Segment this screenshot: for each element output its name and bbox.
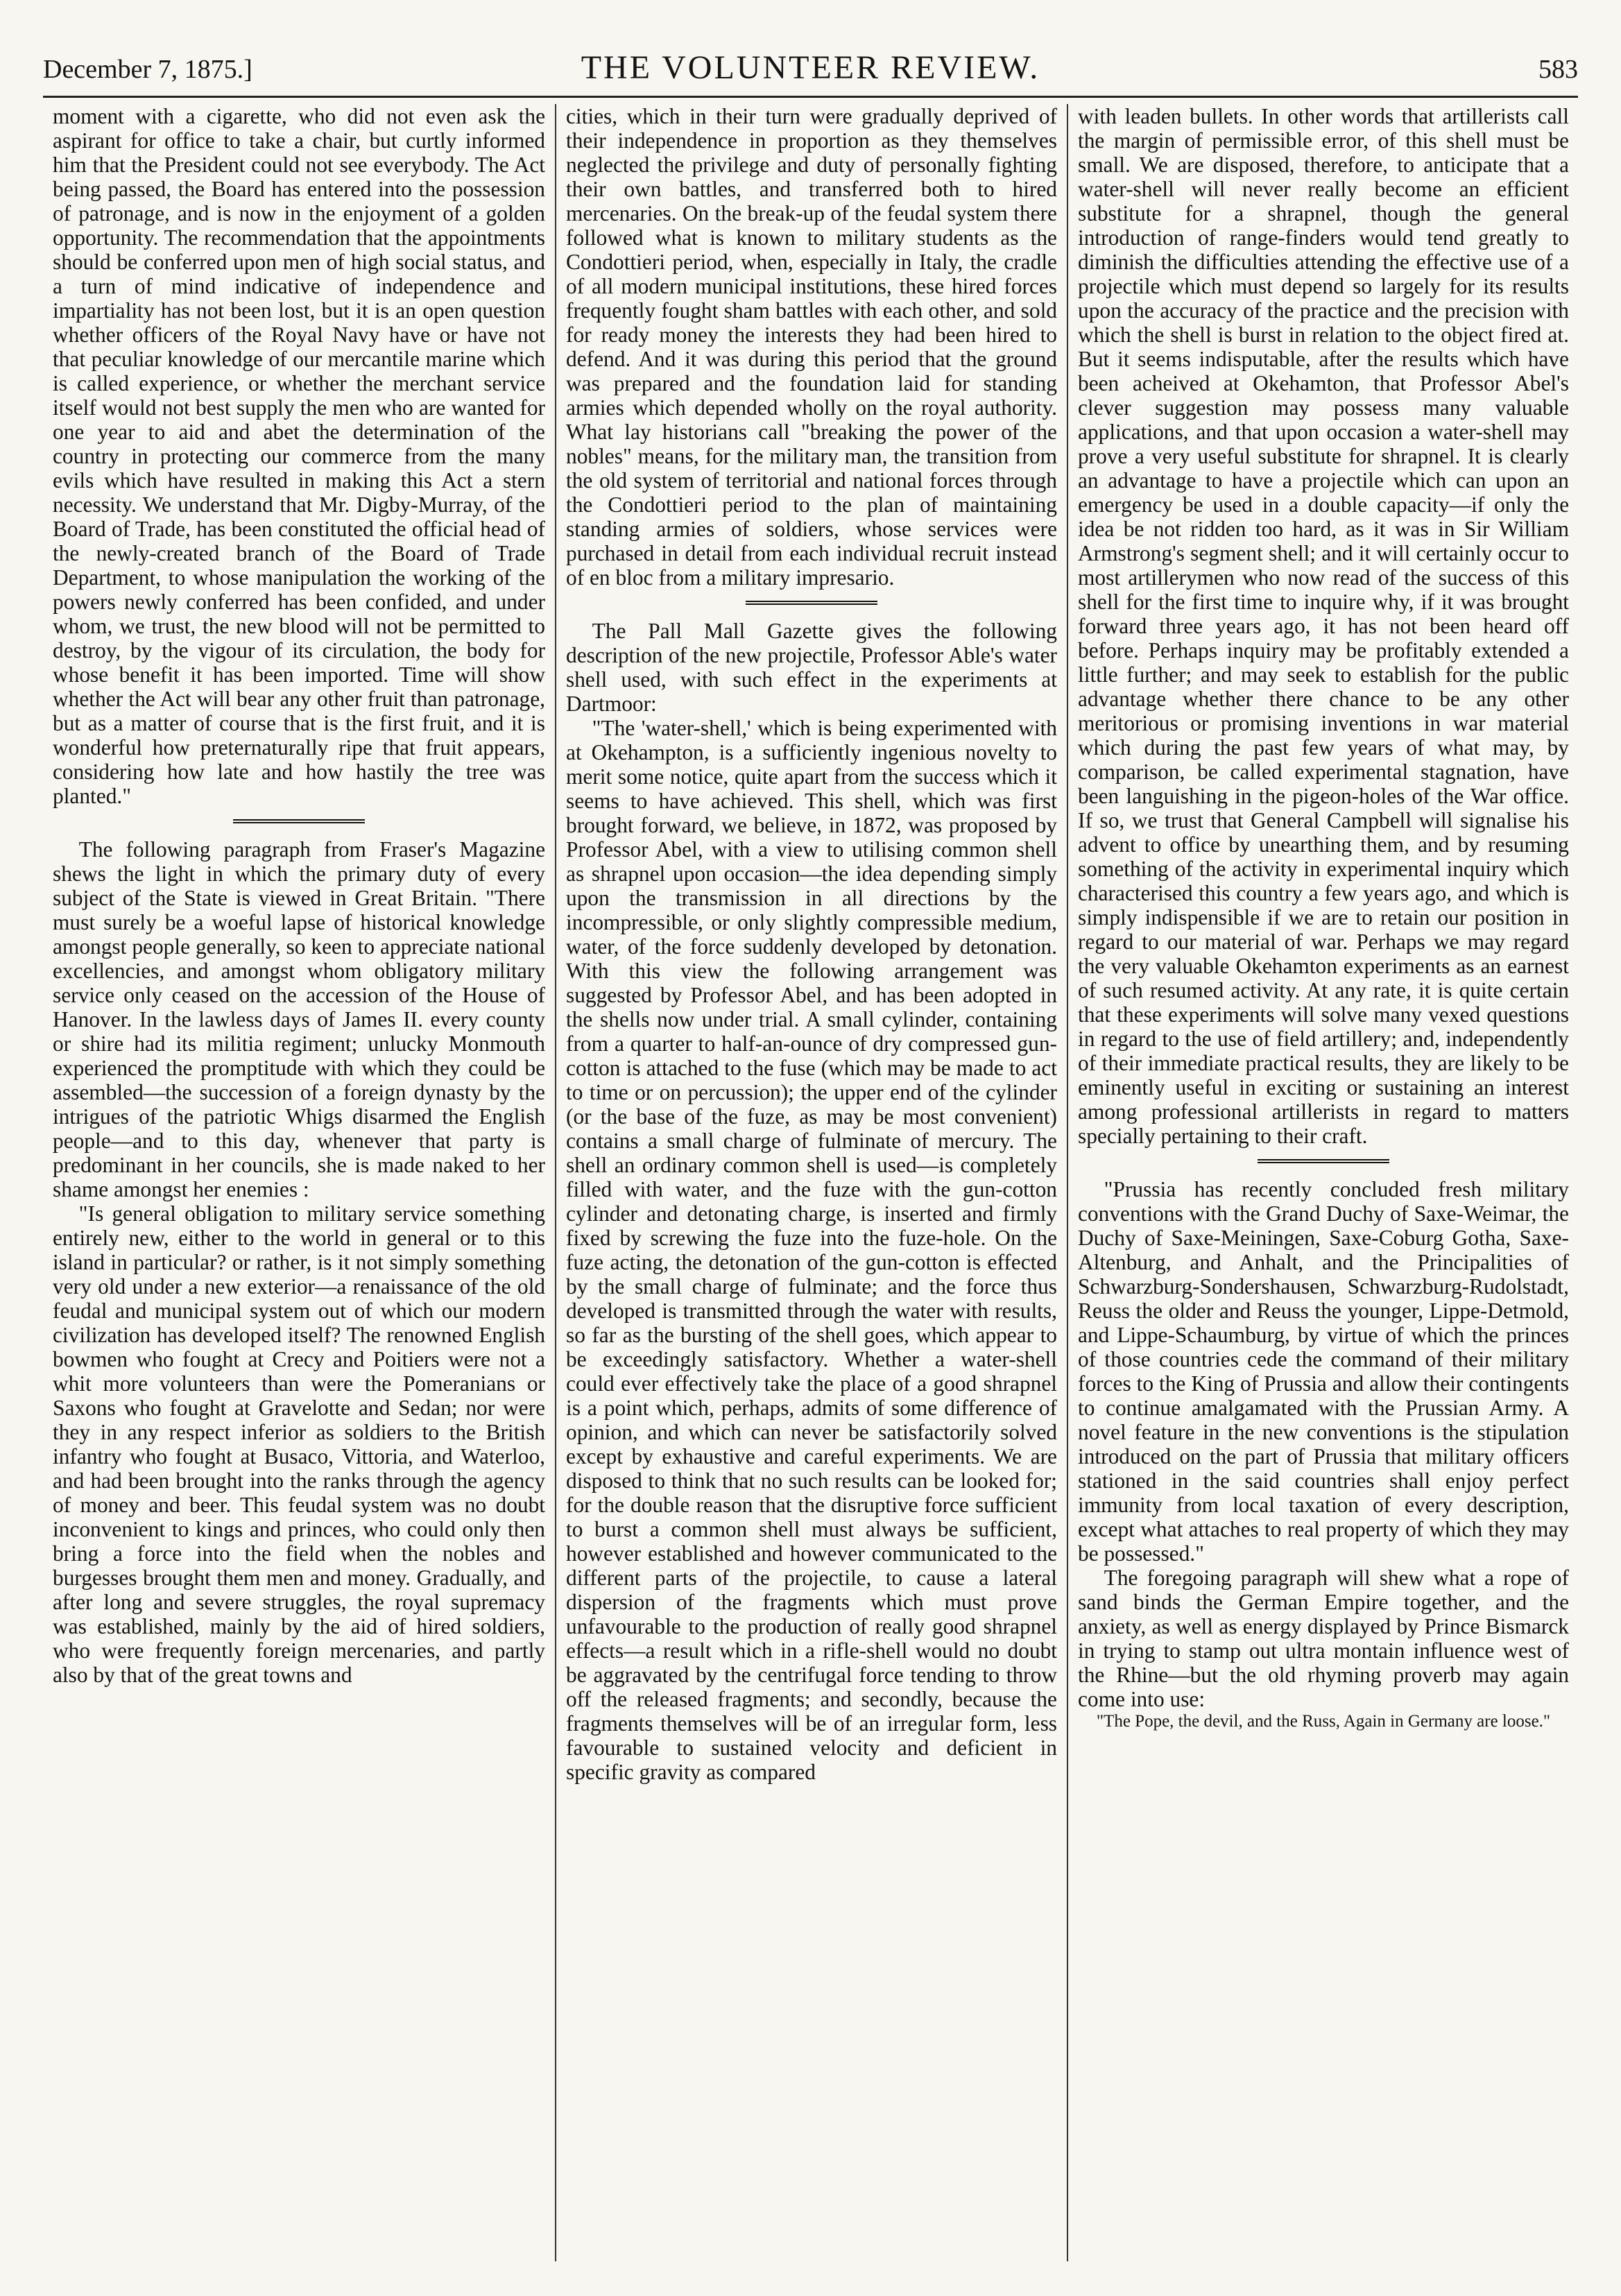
issue-date: December 7, 1875.] [43, 55, 252, 84]
rhyming-proverb: "The Pope, the devil, and the Russ, Again in Germany are loose." [1096, 1712, 1551, 1731]
column-3 [1067, 104, 1579, 2261]
paragraph: "Is general obligation to military service something entirely new, either to the world in general or to this island in particular? or rather, is it not simply something very old under a new exterior—a renaissance of the old feudal and municipal system out of which our modern civilization has developed itself? The renowned English bowmen who fought at Crecy and Poitiers were not a whit more volunteers than were the Pomeranians or Saxons who fought at Gravelotte and Sedan; nor were they in any respect inferior as soldiers to the British infantry who fought at Busaco, Vittoria, and Waterloo, and had been brought into the ranks through the agency of money and beer. This feudal system was no doubt inconvenient to kings and princes, who could only then bring a force into the field when the nobles and burgesses brought them men and money. Gradually, and after long and severe struggles, the royal supremacy was established, mainly by the aid of hired soldiers, who were frequently foreign mercenaries, and partly also by that of the great towns and [53, 1201, 545, 1687]
paragraph: cities, which in their turn were gradually deprived of their independence in proportion as they themselves neglected the privilege and duty of personally fighting their own battles, and transferred both to hired mercenaries. On the break-up of the feudal system there followed what is known to military students as the Condottieri period, when, especially in Italy, the cradle of all modern municipal institutions, these hired forces frequently fought sham battles with each other, and sold for ready money the interests they had been hired to defend. And it was during this period that the ground was prepared and the foundation laid for standing armies which depended wholly on the royal authority. What lay historians call "breaking the power of the nobles" means, for the military man, the transition from the old system of territorial and national forces through the Condottieri period to the plan of maintaining standing armies of soldiers, whose services were purchased in detail from each individual recruit instead of en bloc from a military impresario. [566, 104, 1057, 590]
paragraph: The foregoing paragraph will shew what a rope of sand binds the German Empire together, and the anxiety, as well as energy displayed by Prince Bismarck in trying to stamp out ultra montain influence west of the Rhine—but the old rhyming proverb may again come into use: [1078, 1566, 1569, 1711]
column-1 [43, 104, 555, 2261]
paragraph: The following paragraph from Fraser's Magazine shews the light in which the primary duty of every subject of the State is viewed in Great Britain. "There must surely be a woeful lapse of historical knowledge amongst people generally, so keen to appreciate national excellencies, and amongst whom obligatory military service only ceased on the accession of the House of Hanover. In the lawless days of James II. every county or shire had its militia regiment; unlucky Monmouth experienced the promptitude with which they could be assembled—the succession of a foreign dynasty by the intrigues of the patriotic Whigs disarmed the English people—and to this day, whenever that party is predominant in her councils, she is made naked to her shame amongst her enemies : [53, 837, 545, 1201]
paragraph: "The 'water-shell,' which is being experimented with at Okehampton, is a sufficiently ingenious novelty to merit some notice, quite apart from the success which it seems to have achieved. This shell, which was first brought forward, we believe, in 1872, was proposed by Professor Abel, with a view to utilising common shell as shrapnel upon occasion—the idea depending simply upon the transmission in all directions by the incompressible, or only slightly compressible medium, water, of the force suddenly developed by detonation. With this view the following arrangement was suggested by Professor Abel, and has been adopted in the shells now under trial. A small cylinder, containing from a quarter to half-an-ounce of dry compressed gun-cotton is attached to the fuse (which may be made to act to time or on percussion); the upper end of the cylinder (or the base of the fuze, as may be most convenient) contains a small charge of fulminate of mercury. The shell an ordinary common shell is used—is completely filled with water, and the fuze with the gun-cotton cylinder and detonating charge, is inserted and firmly fixed by screwing the fuze into the fuze-hole. On the fuze acting, the detonation of the gun-cotton is effected by the small charge of fulminate; and the force thus developed is transmitted through the water with results, so far as the bursting of the shell goes, which appear to be exceedingly satisfactory. Whether a water-shell could ever effectively take the place of a good shrapnel is a point which, perhaps, admits of some difference of opinion, and which can never be satisfactorily solved except by exhaustive and careful experiments. We are disposed to think that no such results can be looked for; for the double reason that the disruptive force sufficient to burst a common shell must always be sufficient, however established and however communicated to the different parts of the projectile, to cause a lateral dispersion of the fragments which must prove unfavourable to the production of really good shrapnel effects—a result which in a rifle-shell would no doubt be aggravated by the centrifugal force tending to throw off the released fragments; and secondly, because the fragments themselves will be of an irregular form, less favourable to sustained velocity and deficient in specific gravity as compared [566, 716, 1057, 1784]
paragraph: "Prussia has recently concluded fresh military conventions with the Grand Duchy of Saxe-Weimar, the Duchy of Saxe-Meiningen, Saxe-Coburg Gotha, Saxe-Altenburg, and Anhalt, and the Principalities of Schwarzburg-Sondershausen, Schwarzburg-Rudolstadt, Reuss the older and Reuss the younger, Lippe-Detmold, and Lippe-Schaumburg, by virtue of which the princes of those countries cede the command of their military forces to the King of Prussia and allow their contingents to continue amalgamated with the Prussian Army. A novel feature in the new conventions is the stipulation introduced on the part of Prussia that military officers stationed in the said countries shall enjoy perfect immunity from local taxation of every description, except what attaches to real property of which they may be possessed." [1078, 1177, 1569, 1566]
masthead-rule [43, 96, 1578, 98]
paragraph: moment with a cigarette, who did not even ask the aspirant for office to take a chair, but curtly informed him that the President could not see everybody. The Act being passed, the Board has entered into the possession of patronage, and is now in the enjoyment of a golden opportunity. The recommendation that the appointments should be conferred upon men of high social status, and a turn of mind indicative of independence and impartiality has not been lost, but it is an open question whether officers of the Royal Navy have or have not that peculiar knowledge of our mercantile marine which is called experience, or whether the merchant service itself would not best supply the men who are wanted for one year to aid and abet the determination of the country in protecting our commerce from the many evils which have resulted in making this Act a stern necessity. We understand that Mr. Digby-Murray, of the Board of Trade, has been constituted the official head of the newly-created branch of the Board of Trade Department, to whose manipulation the working of the powers newly conferred has been confided, and under whom, we trust, the new blood will not be permitted to destroy, by the vigour of its circulation, the body for whose benefit it has been imported. Time will show whether the Act will bear any other fruit than patronage, but as a matter of course that is the first fruit, and it is wonderful how preternaturally ripe that fruit appears, considering how late and how hastily the tree was planted." [53, 104, 545, 808]
section-divider [233, 819, 365, 823]
masthead [43, 49, 1578, 93]
page-number: 583 [1538, 55, 1578, 84]
section-divider [746, 601, 877, 605]
paragraph: with leaden bullets. In other words that artillerists call the margin of permissible error, of this shell must be small. We are disposed, therefore, to anticipate that a water-shell will never really become an efficient substitute for a shrapnel, though the general introduction of range-finders would tend greatly to diminish the difficulties attending the effective use of a projectile which must depend so largely for its results upon the accuracy of the practice and the precision with which the shell is burst in relation to the object fired at. But it seems indisputable, after the results which have been acheived at Okehamton, that Professor Abel's clever suggestion may possess many valuable applications, and that upon occasion a water-shell may prove a very useful substitute for shrapnel. It is clearly an advantage to have a projectile which can upon an emergency be used in a double capacity—if only the idea be not ridden too hard, as it was in Sir William Armstrong's segment shell; and it will certainly occur to most artillerymen who now read of the success of this shell for the first time to inquire why, if it was brought forward three years ago, it has not been heard off before. Perhaps inquiry may be profitably extended a little further; and may seek to establish for the public advantage whether there chance to be any other meritorious or promising inventions in war material which during the past few years of what may, by comparison, be called experimental stagnation, have been languishing in the pigeon-holes of the War office. If so, we trust that General Campbell will signalise his advent to office by unearthing them, and by resuming something of the activity in experimental inquiry which characterised this country a few years ago, and which is simply indispensible if we are to retain our position in regard to our material of war. Perhaps we may regard the very valuable Okehamton experiments as an earnest of such resumed activity. At any rate, it is quite certain that these experiments will solve many vexed questions in regard to the use of field artillery; and, independently of their immediate practical results, they are likely to be eminently useful in exciting or sustaining an interest among professional artillerists in regard to matters specially pertaining to their craft. [1078, 104, 1569, 1148]
section-divider [1258, 1159, 1389, 1163]
column-2 [555, 104, 1067, 2261]
article-columns [43, 104, 1579, 2289]
paragraph: The Pall Mall Gazette gives the following description of the new projectile, Professor Able's water shell used, with such effect in the experiments at Dartmoor: [566, 619, 1057, 716]
publication-title: THE VOLUNTEER REVIEW. [581, 49, 1040, 86]
